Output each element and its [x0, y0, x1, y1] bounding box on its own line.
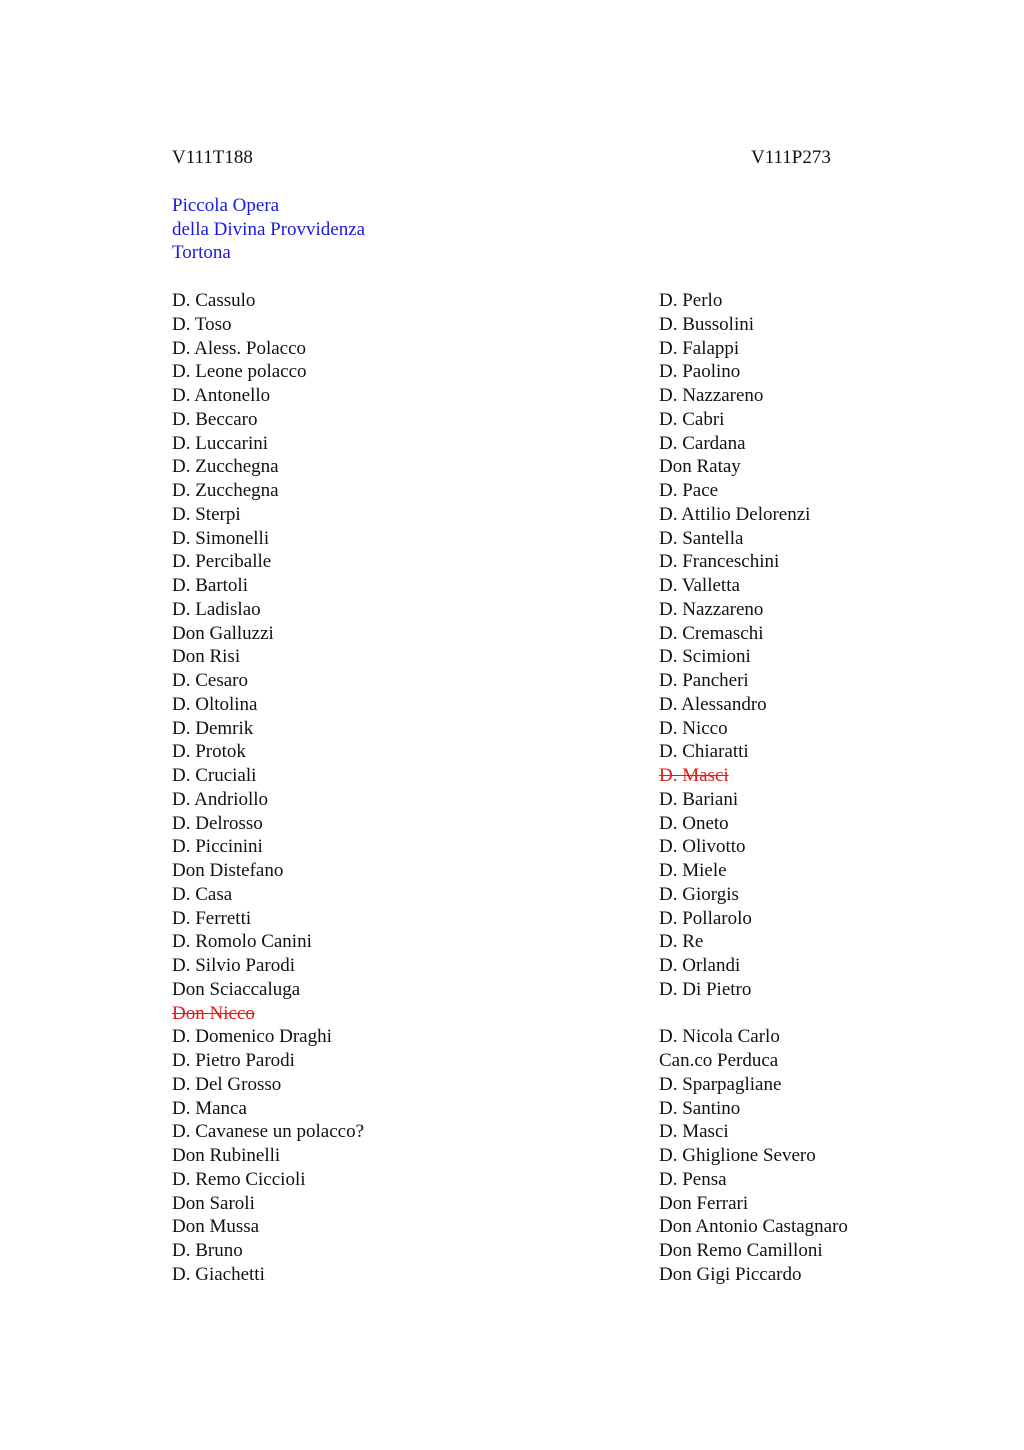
document-code-right: V111P273 — [751, 147, 831, 168]
names-list-right — [659, 289, 848, 1287]
name-entry: D. Cavanese un polacco? — [172, 1121, 365, 1143]
name-entry: D. Del Grosso — [172, 1073, 282, 1095]
name-entry: D. Nicco — [659, 717, 728, 739]
name-entry: D. Chiaratti — [659, 741, 749, 763]
name-entry: D. Piccinini — [172, 836, 263, 858]
name-entry: Don Sciaccaluga — [172, 978, 301, 1000]
name-entry: D. Giachetti — [172, 1263, 265, 1285]
name-entry: D. Sterpi — [172, 503, 241, 525]
name-entry: D. Re — [659, 931, 704, 953]
name-entry: D. Romolo Canini — [172, 931, 312, 953]
name-entry: D. Bussolini — [659, 313, 755, 335]
name-entry: D. Paolino — [659, 361, 741, 383]
name-entry: D. Cassulo — [172, 290, 256, 311]
name-entry: D. Cremaschi — [659, 622, 764, 644]
name-entry: D. Masci — [659, 1121, 729, 1143]
name-entry: D. Beccaro — [172, 408, 258, 430]
name-entry: D. Luccarini — [172, 432, 269, 454]
letterhead-line: Tortona — [172, 242, 231, 264]
name-entry: D. Perciballe — [172, 551, 272, 573]
name-entry: D. Olivotto — [659, 836, 746, 858]
name-entry: Don Ferrari — [659, 1192, 749, 1214]
name-entry: D. Simonelli — [172, 527, 270, 549]
name-entry: D. Ghiglione Severo — [659, 1145, 816, 1166]
name-entry: D. Domenico Draghi — [172, 1026, 332, 1048]
name-entry: D. Giorgis — [659, 883, 739, 905]
name-entry: D. Cesaro — [172, 670, 248, 691]
name-entry: D. Leone polacco — [172, 361, 307, 383]
name-entry: D. Scimioni — [659, 646, 751, 668]
name-entry: D. Silvio Parodi — [172, 955, 295, 976]
name-entry: D. Demrik — [172, 717, 254, 739]
name-entry: D. Bruno — [172, 1240, 243, 1261]
name-entry: D. Nazzareno — [659, 385, 764, 406]
name-entry: D. Andriollo — [172, 788, 269, 810]
names-list-left — [172, 289, 364, 1287]
name-entry: D. Delrosso — [172, 812, 263, 834]
name-entry: D. Pollarolo — [659, 907, 752, 929]
name-entry — [659, 1002, 848, 1026]
name-entry: D. Pensa — [659, 1168, 727, 1190]
name-entry: D. Manca — [172, 1097, 247, 1119]
name-entry: Don Rubinelli — [172, 1145, 281, 1166]
name-entry: D. Cabri — [659, 408, 725, 430]
name-entry: D. Cardana — [659, 432, 746, 454]
document-code-left: V111T188 — [172, 147, 253, 168]
name-entry: D. Toso — [172, 313, 232, 335]
name-entry: D. Santino — [659, 1097, 741, 1119]
name-entry: D. Protok — [172, 741, 246, 763]
name-entry-struck: Don Nicco — [172, 1002, 255, 1024]
name-entry: D. Orlandi — [659, 955, 741, 976]
name-entry: Don Ratay — [659, 456, 741, 478]
name-entry: D. Bariani — [659, 788, 739, 810]
letterhead — [172, 194, 365, 265]
name-entry: D. Di Pietro — [659, 978, 752, 1000]
name-entry: Don Gigi Piccardo — [659, 1263, 802, 1285]
name-entry: Don Galluzzi — [172, 622, 274, 644]
name-entry: D. Sparpagliane — [659, 1073, 782, 1095]
name-entry: Don Distefano — [172, 860, 284, 881]
name-entry: Don Mussa — [172, 1216, 260, 1238]
name-entry: D. Nicola Carlo — [659, 1026, 780, 1048]
name-entry: D. Pancheri — [659, 670, 749, 691]
name-entry: D. Antonello — [172, 385, 271, 406]
letterhead-line: Piccola Opera — [172, 195, 280, 216]
name-entry: Don Antonio Castagnaro — [659, 1216, 848, 1238]
name-entry: Can.co Perduca — [659, 1050, 779, 1071]
name-entry: D. Ladislao — [172, 598, 261, 620]
name-entry: D. Oneto — [659, 812, 729, 834]
name-entry: D. Perlo — [659, 290, 723, 311]
name-entry: D. Alessandro — [659, 693, 767, 715]
name-entry: D. Franceschini — [659, 551, 780, 573]
name-entry: D. Cruciali — [172, 765, 257, 786]
name-entry: D. Ferretti — [172, 907, 252, 929]
name-entry: D. Attilio Delorenzi — [659, 503, 811, 525]
name-entry-struck: D. Masci — [659, 765, 729, 786]
name-entry: D. Valletta — [659, 575, 740, 596]
name-entry: D. Remo Ciccioli — [172, 1168, 306, 1190]
name-entry: D. Miele — [659, 860, 727, 881]
name-entry: D. Zucchegna — [172, 480, 279, 501]
letterhead-line: della Divina Provvidenza — [172, 218, 366, 240]
name-entry: D. Falappi — [659, 337, 740, 359]
name-entry: D. Nazzareno — [659, 598, 764, 620]
name-entry: Don Remo Camilloni — [659, 1240, 823, 1261]
name-entry: D. Casa — [172, 883, 233, 905]
name-entry: D. Pace — [659, 480, 719, 501]
name-entry: D. Pietro Parodi — [172, 1050, 295, 1071]
name-entry: Don Risi — [172, 646, 241, 668]
name-entry: D. Bartoli — [172, 575, 248, 596]
name-entry: D. Santella — [659, 527, 744, 549]
name-entry: Don Saroli — [172, 1192, 255, 1214]
name-entry: D. Aless. Polacco — [172, 337, 307, 359]
name-entry: D. Zucchegna — [172, 456, 279, 478]
name-entry: D. Oltolina — [172, 693, 258, 715]
